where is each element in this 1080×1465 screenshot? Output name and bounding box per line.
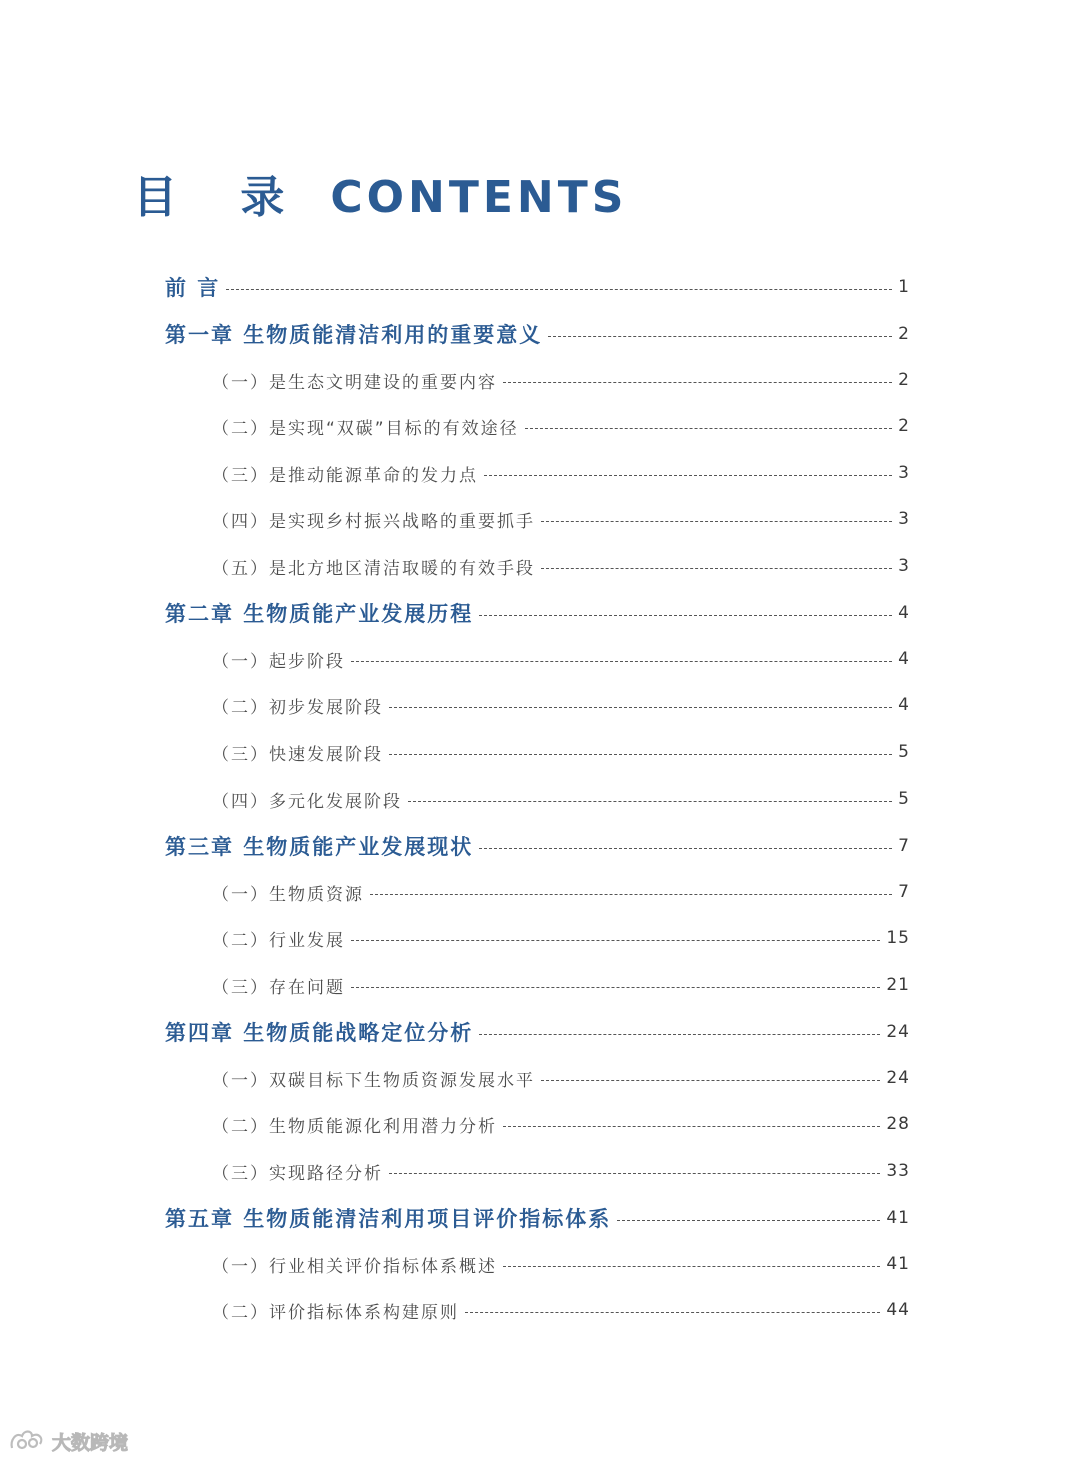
toc-entry-label: （二）行业发展 [212, 930, 345, 951]
title-english: CONTENTS [330, 172, 628, 223]
toc-entry-label: （三）存在问题 [212, 977, 345, 998]
toc-entry-label: 第三章 生物质能产业发展现状 [165, 835, 474, 859]
toc-entry-label: （二）生物质能源化利用潜力分析 [212, 1116, 497, 1137]
dotted-leader [548, 336, 892, 337]
toc-entry[interactable] [165, 1203, 910, 1233]
toc-page-number: 7 [898, 882, 910, 902]
dotted-leader [541, 1080, 880, 1081]
dotted-leader [479, 615, 892, 616]
toc-entry[interactable] [212, 551, 910, 581]
toc-entry[interactable] [212, 504, 910, 534]
toc-page-number: 28 [886, 1114, 910, 1134]
toc-page-number: 15 [886, 928, 910, 948]
toc-entry[interactable] [212, 690, 910, 720]
toc-entry-label: （三）快速发展阶段 [212, 744, 383, 765]
logo-icon [8, 1426, 48, 1456]
toc-entry[interactable] [212, 1063, 910, 1093]
toc-entry-label: （二）初步发展阶段 [212, 697, 383, 718]
dotted-leader [351, 940, 880, 941]
dotted-leader [503, 1266, 880, 1267]
toc-entry-label: 前 言 [165, 276, 221, 300]
dotted-leader [479, 1034, 880, 1035]
toc-entry[interactable] [212, 411, 910, 441]
toc-entry-label: （二）评价指标体系构建原则 [212, 1302, 459, 1323]
toc-entry-label: （一）生物质资源 [212, 884, 364, 905]
toc-page-number: 2 [898, 324, 910, 344]
dotted-leader [541, 568, 892, 569]
toc-page-number: 1 [898, 277, 910, 297]
toc-entry-label: （一）是生态文明建设的重要内容 [212, 372, 497, 393]
toc-entry[interactable] [212, 1156, 910, 1186]
toc-entry[interactable] [212, 644, 910, 674]
dotted-leader [541, 521, 892, 522]
toc-page-number: 41 [886, 1254, 910, 1274]
toc-entry-label: 第二章 生物质能产业发展历程 [165, 602, 474, 626]
dotted-leader [525, 428, 893, 429]
toc-entry[interactable] [165, 319, 910, 349]
toc-entry[interactable] [165, 272, 910, 302]
toc-page-number: 24 [886, 1022, 910, 1042]
toc-page-number: 21 [886, 975, 910, 995]
toc-entry[interactable] [212, 458, 910, 488]
toc-entry-label: （一）起步阶段 [212, 651, 345, 672]
toc-page-number: 33 [886, 1161, 910, 1181]
toc-page-number: 4 [898, 695, 910, 715]
dotted-leader [389, 754, 892, 755]
toc-entry-label: 第一章 生物质能清洁利用的重要意义 [165, 323, 543, 347]
toc-page-number: 3 [898, 509, 910, 529]
toc-page-number: 2 [898, 370, 910, 390]
toc-entry[interactable] [212, 1249, 910, 1279]
toc-entry[interactable] [165, 831, 910, 861]
dotted-leader [351, 661, 892, 662]
dotted-leader [484, 475, 892, 476]
toc-entry-label: （四）多元化发展阶段 [212, 791, 402, 812]
toc-entry-label: （三）是推动能源革命的发力点 [212, 465, 478, 486]
toc-entry[interactable] [165, 598, 910, 628]
toc-entry-label: （四）是实现乡村振兴战略的重要抓手 [212, 511, 535, 532]
toc-entry-label: （一）行业相关评价指标体系概述 [212, 1256, 497, 1277]
toc-page-number: 2 [898, 416, 910, 436]
toc-page-number: 41 [886, 1208, 910, 1228]
toc-page-number: 4 [898, 649, 910, 669]
toc-page-number: 3 [898, 556, 910, 576]
toc-entry[interactable] [212, 365, 910, 395]
toc-entry[interactable] [212, 1295, 910, 1325]
toc-entry-label: 第五章 生物质能清洁利用项目评价指标体系 [165, 1207, 612, 1231]
toc-entry[interactable] [212, 923, 910, 953]
toc-entry[interactable] [212, 737, 910, 767]
dotted-leader [503, 1126, 880, 1127]
dotted-leader [226, 289, 892, 290]
toc-page-number: 24 [886, 1068, 910, 1088]
toc-page-number: 4 [898, 603, 910, 623]
toc-entry[interactable] [212, 970, 910, 1000]
dotted-leader [389, 1173, 880, 1174]
dotted-leader [389, 707, 892, 708]
toc-page-number: 5 [898, 742, 910, 762]
toc-page-number: 44 [886, 1300, 910, 1320]
dotted-leader [351, 987, 880, 988]
dotted-leader [503, 382, 892, 383]
toc-entry-label: （一）双碳目标下生物质资源发展水平 [212, 1070, 535, 1091]
dotted-leader [617, 1220, 880, 1221]
toc-entry[interactable] [212, 1109, 910, 1139]
toc-entry[interactable] [165, 1017, 910, 1047]
watermark [8, 1426, 128, 1456]
toc-entry[interactable] [212, 784, 910, 814]
toc-entry-label: （三）实现路径分析 [212, 1163, 383, 1184]
toc-entry-label: 第四章 生物质能战略定位分析 [165, 1021, 474, 1045]
toc-entry[interactable] [212, 877, 910, 907]
title-chinese: 目 录 [133, 172, 309, 223]
toc-entry-label: （二）是实现“双碳”目标的有效途径 [212, 418, 519, 439]
toc-page-number: 5 [898, 789, 910, 809]
dotted-leader [408, 801, 892, 802]
toc-page-number: 7 [898, 836, 910, 856]
watermark-text: 大数跨境 [52, 1431, 129, 1454]
toc-page-number: 3 [898, 463, 910, 483]
dotted-leader [370, 894, 892, 895]
dotted-leader [465, 1312, 880, 1313]
toc-entry-label: （五）是北方地区清洁取暖的有效手段 [212, 558, 535, 579]
dotted-leader [479, 848, 892, 849]
